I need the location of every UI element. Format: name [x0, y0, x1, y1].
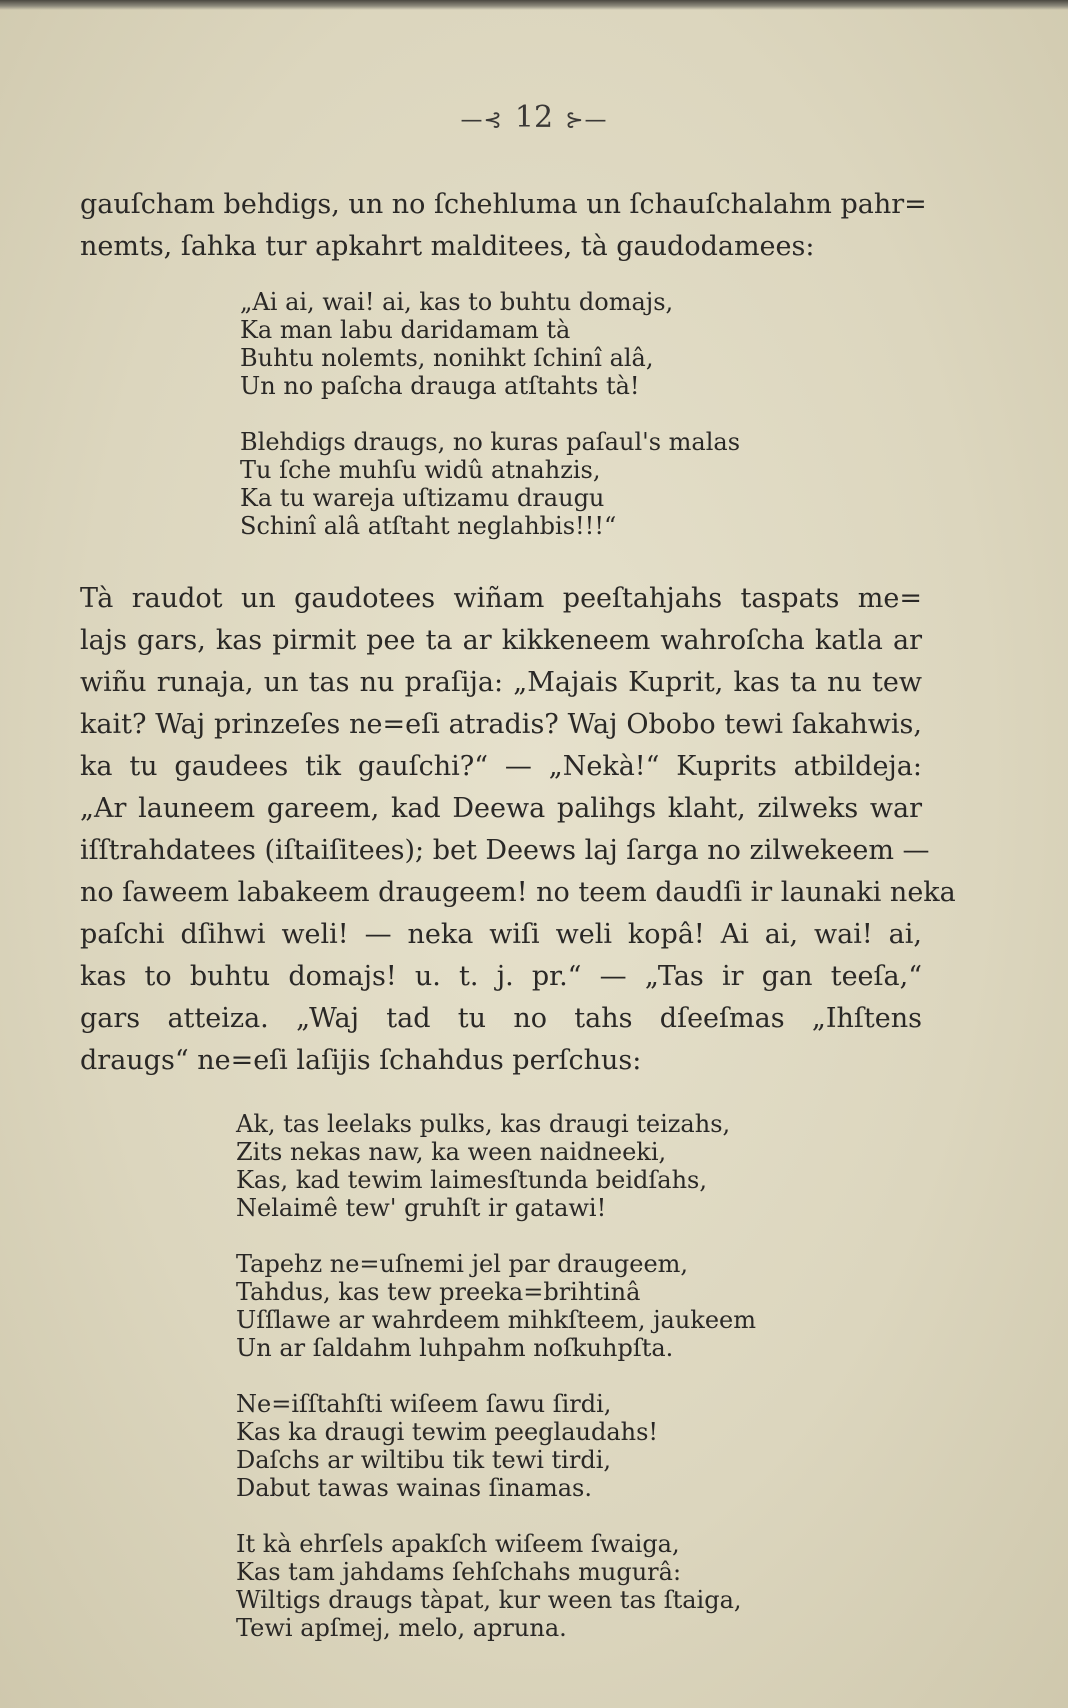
verse-line: Tapehz ne=uſnemi jel par draugeem, [236, 1250, 689, 1278]
main-paragraph [80, 578, 956, 1082]
verse-line: Schinî alâ atſtaht neglahbis!!!“ [240, 512, 617, 540]
verse-line: Ne=iſſtahſti wiſeem ſawu ſirdi, [236, 1390, 612, 1418]
verse-line: Un ar ſaldahm luhpahm noſkuhpſta. [236, 1334, 674, 1362]
poem-2 [236, 1110, 756, 1670]
stanza [236, 1110, 756, 1222]
verse-line: Ka tu wareja uſtizamu draugu [240, 484, 605, 512]
verse-line: Ak, tas leelaks pulks, kas draugi teizahs, [236, 1110, 731, 1138]
verse-line: Tewi apſmej, melo, apruna. [236, 1614, 567, 1642]
verse-line: Kas ka draugi tewim peeglaudahs! [236, 1418, 659, 1446]
verse-line: Buhtu nolemts, nonihkt ſchinî alâ, [240, 344, 654, 372]
prose-line: gauſcham behdigs, un no ſchehluma un ſchauſchalahm pahr= [80, 189, 927, 220]
prose-line: paſchi dſihwi weli! — neka wiſi weli kopâ! Ai ai, wai! ai, [80, 919, 922, 950]
prose-line: iſſtrahdatees (iſtaiſitees); bet Deews laj ſarga no zilwekeem — [80, 835, 930, 866]
prose-line: no ſaweem labakeem draugeem! no teem daudſi ir launaki neka [80, 877, 956, 908]
page-header [0, 98, 1068, 141]
verse-line: Zits nekas naw, ka ween naidneeki, [236, 1138, 667, 1166]
verse-line: Un no paſcha drauga atſtahts tà! [240, 372, 640, 400]
ornament-right: ⊱— [565, 108, 608, 133]
stanza [236, 1250, 756, 1362]
intro-paragraph [80, 184, 927, 268]
verse-line: Nelaimê tew' gruhſt ir gatawi! [236, 1194, 607, 1222]
stanza [236, 1390, 756, 1502]
prose-line: nemts, ſahka tur apkahrt malditees, tà gaudodamees: [80, 231, 815, 262]
verse-line: Tahdus, kas tew preeka=brihtinâ [236, 1278, 641, 1306]
verse-line: Daſchs ar wiltibu tik tewi tirdi, [236, 1446, 611, 1474]
prose-line: ka tu gaudees tik gauſchi?“ — „Nekà!“ Kuprits atbildeja: [80, 751, 922, 782]
verse-line: Kas, kad tewim laimesſtunda beidſahs, [236, 1166, 707, 1194]
stanza [240, 288, 740, 400]
prose-line: Tà raudot un gaudotees wiñam peeſtahjahs taspats me= [80, 583, 922, 614]
verse-line: It kà ehrſels apakſch wiſeem ſwaiga, [236, 1530, 680, 1558]
prose-line: kas to buhtu domajs! u. t. j. pr.“ — „Tas ir gan teeſa,“ [80, 961, 922, 992]
verse-line: Uſſlawe ar wahrdeem mihkſteem, jaukeem [236, 1306, 756, 1334]
verse-line: Kas tam jahdams ſehſchahs mugurâ: [236, 1558, 682, 1586]
prose-line: gars atteiza. „Waj tad tu no tahs dſeeſmas „Ihſtens [80, 1003, 922, 1034]
poem-1 [240, 288, 740, 568]
ornament-left: —⊰ [460, 108, 503, 133]
prose-line: lajs gars, kas pirmit pee ta ar kikkeneem wahroſcha katla ar [80, 625, 922, 656]
prose-line: „Ar launeem gareem, kad Deewa palihgs klaht, zilweks war [80, 793, 922, 824]
page-number: 12 [514, 100, 554, 135]
prose-line: draugs“ ne=eſi laſijis ſchahdus perſchus: [80, 1045, 642, 1076]
verse-line: Dabut tawas wainas ſinamas. [236, 1474, 592, 1502]
prose-line: kait? Waj prinzeſes ne=eſi atradis? Waj Obobo tewi ſakahwis, [80, 709, 922, 740]
prose-line: wiñu runaja, un tas nu praſija: „Majais Kuprit, kas ta nu tew [80, 667, 922, 698]
stanza [236, 1530, 756, 1642]
verse-line: Ka man labu daridamam tà [240, 316, 571, 344]
verse-line: Blehdigs draugs, no kuras paſaul's malas [240, 428, 741, 456]
verse-line: Tu ſche muhſu widû atnahzis, [240, 456, 601, 484]
stanza [240, 428, 740, 540]
verse-line: „Ai ai, wai! ai, kas to buhtu domajs, [240, 288, 674, 316]
page-top-edge [0, 0, 1068, 10]
verse-line: Wiltigs draugs tàpat, kur ween tas ſtaiga, [236, 1586, 742, 1614]
